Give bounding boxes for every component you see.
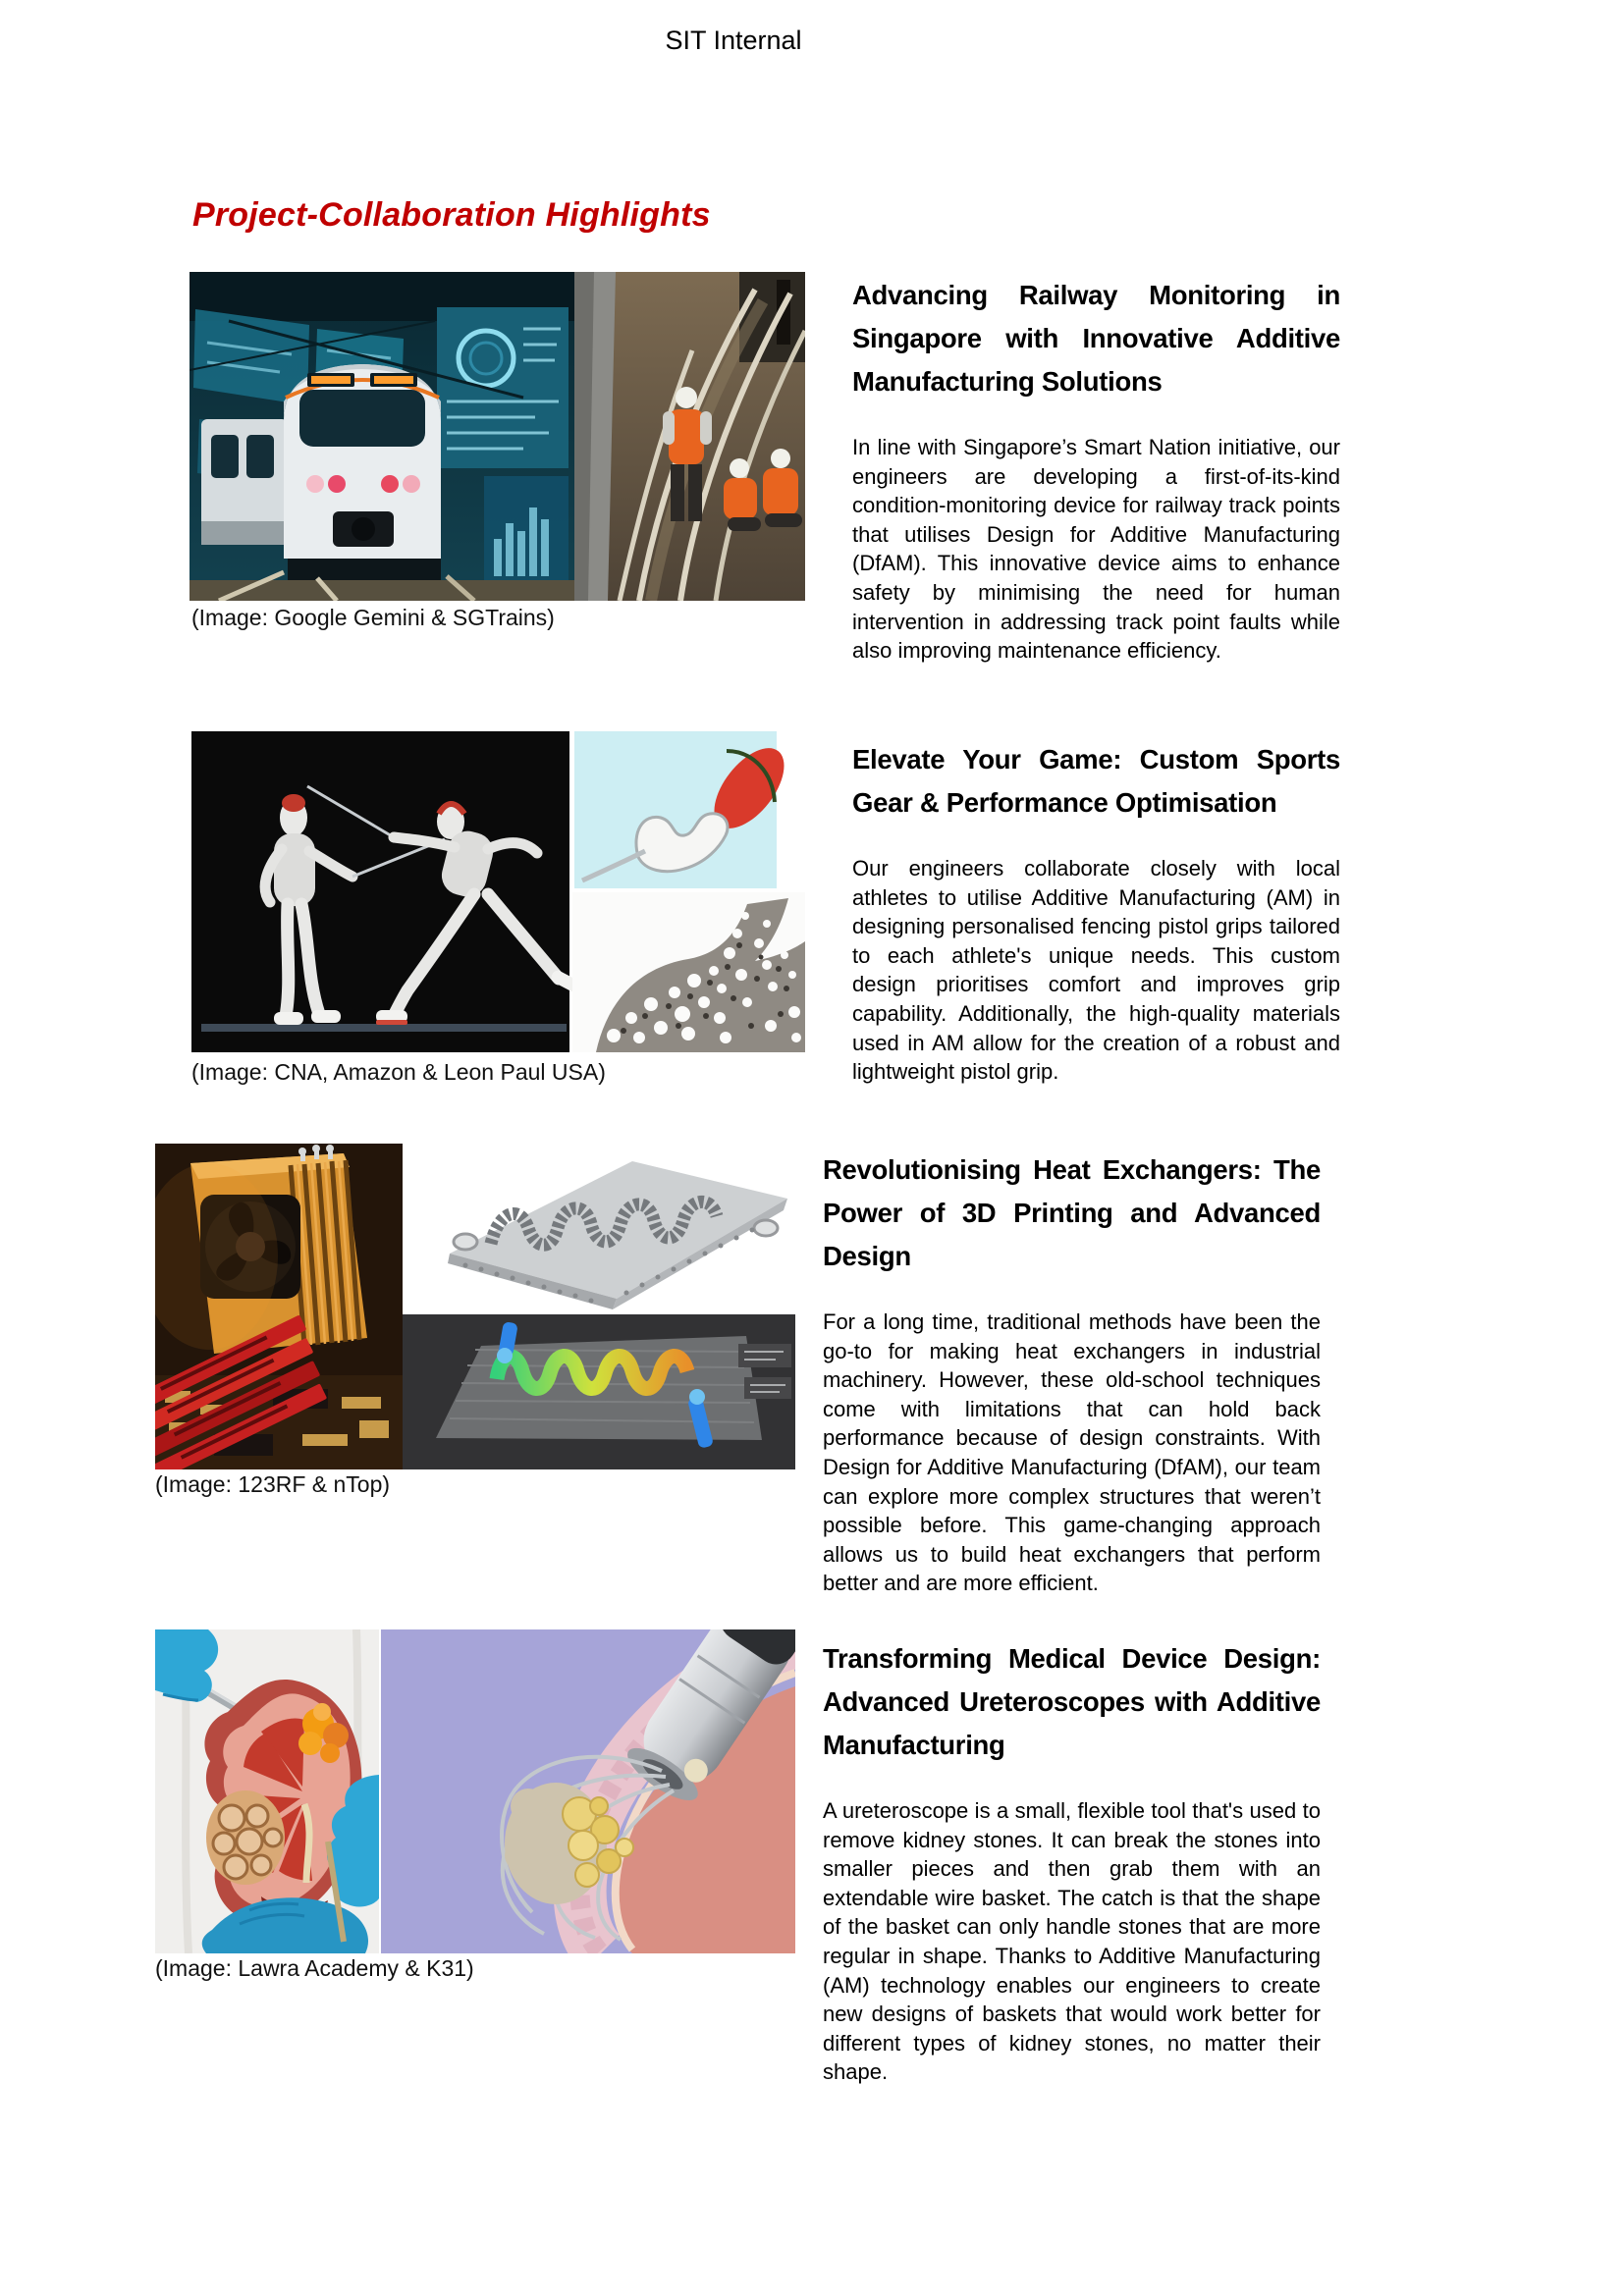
section-body: Our engineers collaborate closely with local athletes to utilise Additive Manufacturing (AM) in designing personalised fencing pistol grips tailored to each athlete's unique needs. This custom design prioritises comfort and improves grip capability. Additionally, the high-quality materials used in AM allow for the creation of a robust and lightweight pistol grip.	[852, 856, 1340, 1085]
image-caption: (Image: Google Gemini & SGTrains)	[191, 605, 555, 630]
image-caption: (Image: CNA, Amazon & Leon Paul USA)	[191, 1059, 606, 1085]
section-railway	[852, 274, 1340, 666]
pistol-grip-photo-panel	[574, 731, 805, 888]
section-heading: Revolutionising Heat Exchangers: The Power of 3D Printing and Advanced Design	[823, 1154, 1321, 1271]
track-workers-panel	[574, 272, 805, 601]
section-heat-exchangers	[823, 1148, 1321, 1598]
section-fencing	[852, 738, 1340, 1087]
kidney-model-panel	[155, 1629, 379, 1953]
heat-exchanger-photo	[155, 1144, 795, 1469]
section-heading: Advancing Railway Monitoring in Singapore with Innovative Additive Manufacturing Solutions	[852, 280, 1340, 397]
ureteroscope-panel	[381, 1629, 795, 1953]
ureteroscope-photo-illustration	[155, 1629, 795, 1953]
printed-heat-exchanger-panel	[406, 1144, 795, 1309]
lattice-grip-photo-panel	[572, 892, 805, 1052]
heat-exchanger-photo-illustration	[155, 1144, 795, 1469]
train-front	[284, 364, 441, 580]
fencing-photo-illustration	[191, 731, 805, 1052]
section-heading: Elevate Your Game: Custom Sports Gear & Performance Optimisation	[852, 744, 1340, 818]
section-body: A ureteroscope is a small, flexible tool that's used to remove kidney stones. It can break the stones into smaller pieces and then grab them with an extendable wire basket. The catch is that the shape of the basket can only handle stones that are more regular in shape. Thanks to Additive Manufacturing (AM) technology enables our engineers to create new designs of baskets that would work better for different types of kidney stones, no matter their shape.	[823, 1798, 1321, 2085]
ureteroscope-photo	[155, 1629, 795, 1953]
section-body: For a long time, traditional methods have been the go-to for making heat exchangers in industrial machinery. However, these old-school techniques come with limitations that can hold back performance because of design constraints. With Design for Additive Manufacturing (DfAM), our team can explore more complex structures that weren’t possible before. This game-changing approach allows us to build heat exchangers that perform better and are more efficient.	[823, 1309, 1321, 1596]
section-heading: Transforming Medical Device Design: Advanced Ureteroscopes with Additive Manufacturing	[823, 1643, 1321, 1760]
document-classification: SIT Internal	[665, 26, 802, 55]
image-caption: (Image: Lawra Academy & K31)	[155, 1955, 474, 1981]
image-caption: (Image: 123RF & nTop)	[155, 1471, 391, 1497]
section-body: In line with Singapore’s Smart Nation initiative, our engineers are developing a first-of-its-kind condition-monitoring device for railway track points that utilises Design for Additive Manufacturing (DfAM). This innovative device aims to enhance safety by minimising the need for human intervention in addressing track point faults while also improving maintenance efficiency.	[852, 435, 1340, 664]
cpu-heatsink-panel	[155, 1144, 403, 1469]
railway-photo	[189, 272, 805, 601]
thermal-simulation-panel	[403, 1314, 795, 1469]
page-title: Project-Collaboration Highlights	[192, 196, 711, 234]
fencing-photo	[191, 731, 805, 1052]
fencing-bout-panel	[191, 731, 581, 1052]
section-medical-device	[823, 1637, 1321, 2087]
railway-photo-illustration	[189, 272, 805, 601]
train-station-panel	[189, 272, 574, 601]
